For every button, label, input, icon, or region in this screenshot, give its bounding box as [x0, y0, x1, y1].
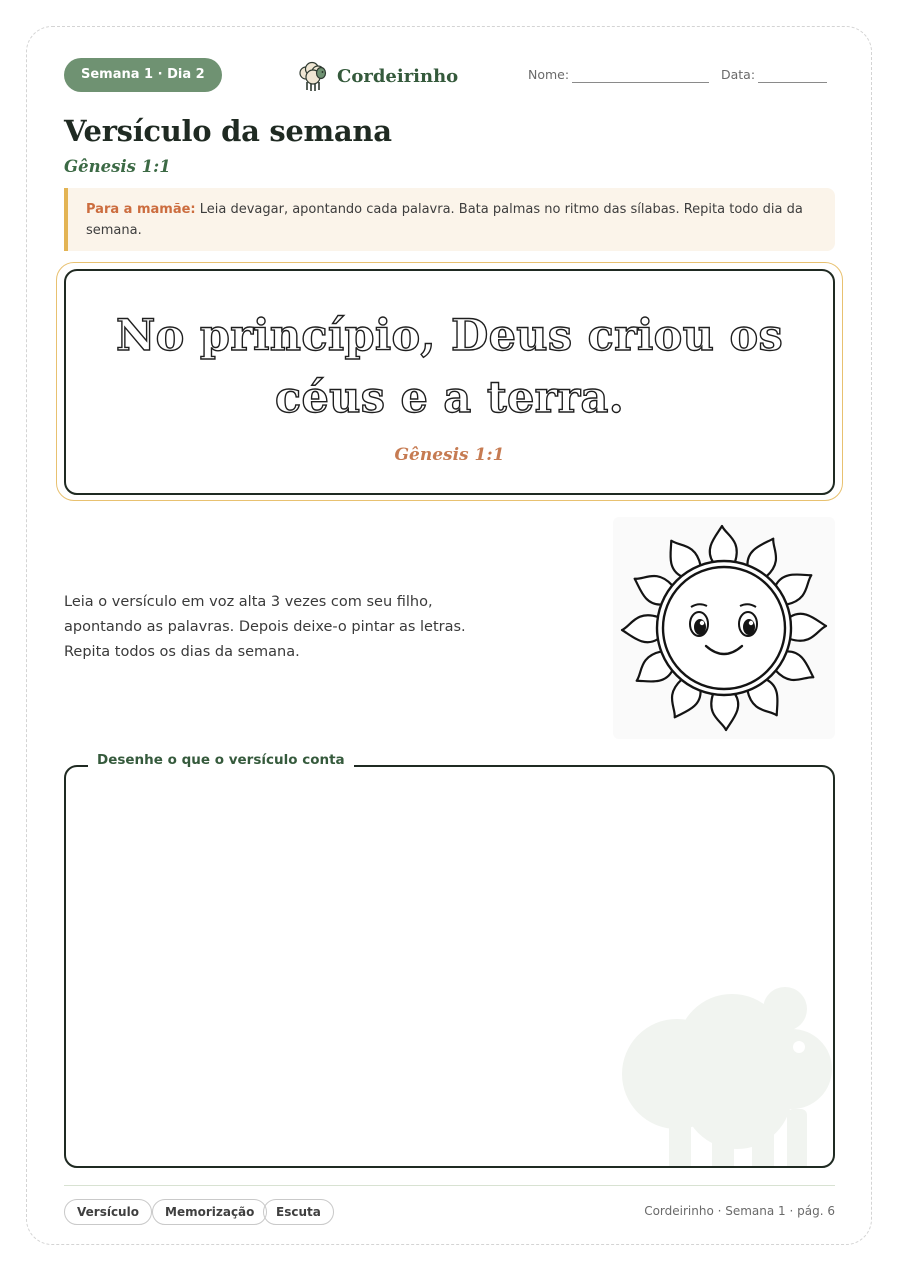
verse-reference: Gênesis 1:1	[394, 445, 505, 465]
brand-name: Cordeirinho	[337, 65, 459, 87]
verse-box	[64, 269, 835, 495]
sun-illustration	[613, 517, 835, 739]
parent-note	[64, 188, 835, 251]
tag-versiculo: Versículo	[64, 1199, 152, 1225]
verse-outline-text	[66, 305, 833, 429]
footer-page-info: Cordeirinho · Semana 1 · pág. 6	[644, 1204, 835, 1218]
sun-icon	[613, 517, 835, 739]
date-field-line[interactable]	[758, 82, 827, 83]
sheep-watermark-icon	[617, 979, 835, 1168]
page-subtitle-reference: Gênesis 1:1	[64, 157, 171, 176]
tag-memorizacao: Memorização	[152, 1199, 267, 1225]
brand-logo	[298, 60, 458, 92]
drawing-area[interactable]	[64, 765, 835, 1168]
parent-note-text: Leia devagar, apontando cada palavra. Bata palmas no ritmo das sílabas. Repita todo dia da semana.	[86, 202, 803, 238]
footer-divider	[64, 1185, 835, 1186]
instructions	[64, 590, 534, 665]
date-field-label: Data:	[721, 67, 756, 82]
drawing-area-label: Desenhe o que o versículo conta	[88, 750, 354, 770]
name-field-line[interactable]	[572, 82, 709, 83]
page-title: Versículo da semana	[64, 114, 392, 148]
verse-line-1: No princípio, Deus criou os	[116, 311, 783, 361]
tag-escuta: Escuta	[263, 1199, 334, 1225]
sheep-icon	[298, 60, 328, 92]
instructions-line-3: Repita todos os dias da semana.	[64, 644, 300, 660]
verse-line-2: céus e a terra.	[274, 373, 624, 423]
name-field-label: Nome:	[528, 67, 570, 82]
instructions-line-2: apontando as palavras. Depois deixe-o pintar as letras.	[64, 619, 466, 635]
parent-note-label: Para a mamãe:	[86, 202, 196, 217]
week-day-badge: Semana 1 · Dia 2	[64, 58, 222, 92]
instructions-line-1: Leia o versículo em voz alta 3 vezes com seu filho,	[64, 594, 433, 610]
